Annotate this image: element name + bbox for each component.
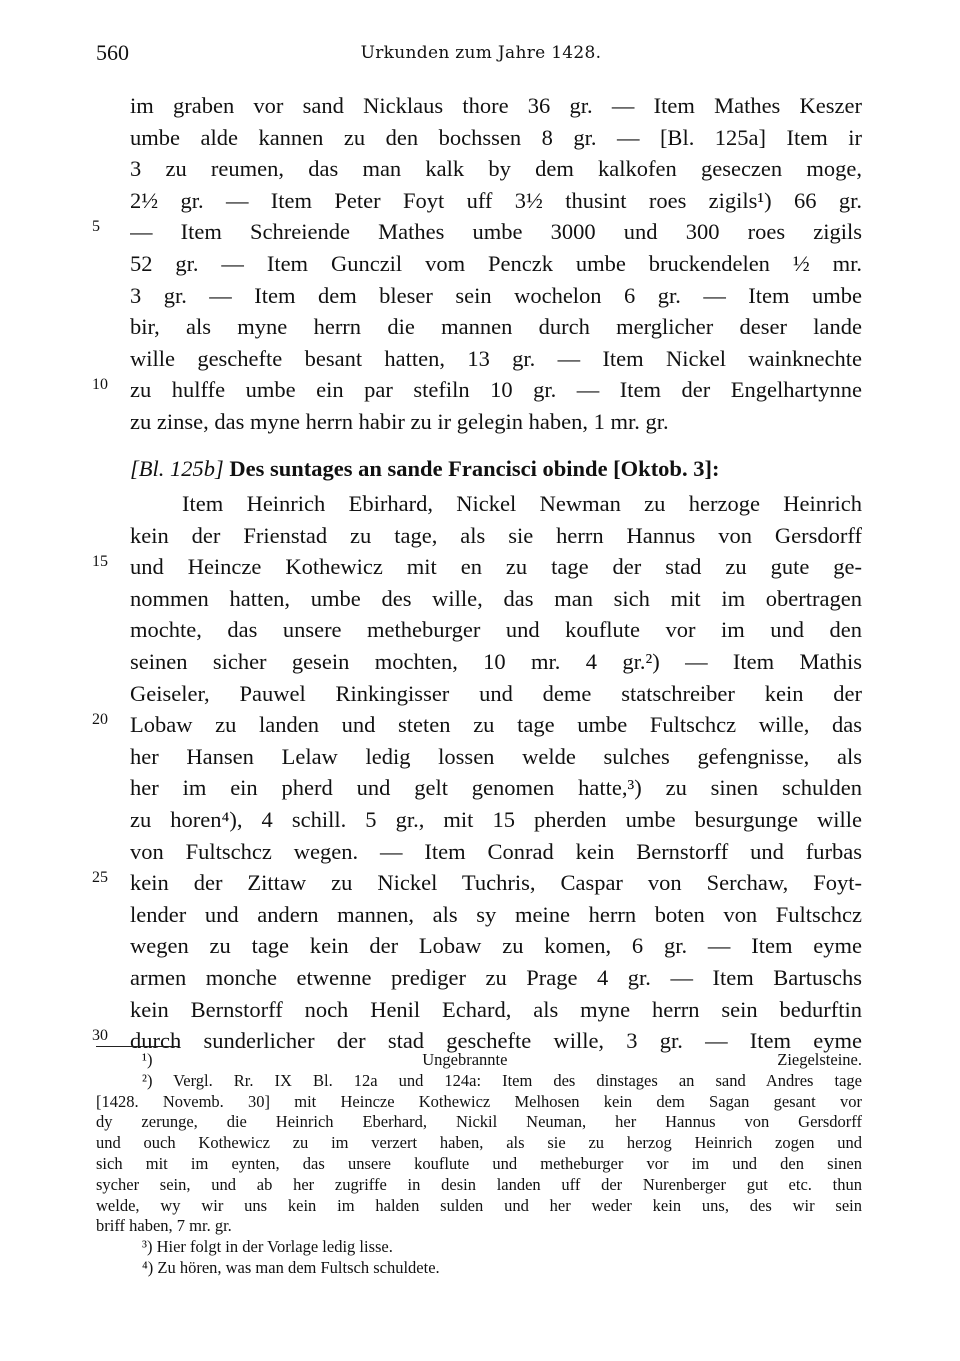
text-line: 3 zu reumen, das man kalk by dem kalkofen geseczen moge, [130,156,862,182]
text-line: zu hulffe umbe ein par stefiln 10 gr. — Item der Engelhartynne [130,377,862,403]
footnote-line: welde, wy wir uns kein im halden sulden und her weder kein uns, des wir sein [96,1195,862,1215]
line-number: 25 [92,869,108,886]
section-heading [130,452,862,486]
line-number: 20 [92,711,108,728]
text-line: kein der Zittaw zu Nickel Tuchris, Caspar von Serchaw, Foyt- [130,870,862,896]
text-line: kein der Frienstad zu tage, als sie herrn Hannus von Gersdorff [130,522,862,548]
text-line: nommen hatten, umbe des wille, das man sich mit im obertragen [130,585,862,611]
footnote-line: briff haben, 7 mr. gr. [96,1216,232,1236]
text-line: bir, als myne herrn die mannen durch merglicher deser lande [130,314,862,340]
text-line: seinen sicher gesein mochten, 10 mr. 4 gr.²) — Item Mathis [130,648,862,674]
text-line: 3 gr. — Item dem bleser sein wochelon 6 gr. — Item umbe [130,282,862,308]
footnote-line: ¹) Ungebrannte Ziegelsteine. [142,1050,862,1069]
line-number: 30 [92,1027,108,1044]
text-line: umbe alde kannen zu den bochssen 8 gr. — [Bl. 125a] Item ir [130,124,862,150]
footnote-line: sycher sein, und ab her zugriffe in desin landen uff der Nurenberger gut etc. thun [96,1174,862,1194]
text-line: von Fultschcz wegen. — Item Conrad kein Bernstorff und furbas [130,838,862,864]
text-line: im graben vor sand Nicklaus thore 36 gr. — Item Mathes Keszer [130,93,862,118]
footnote-line: ⁴) Zu hören, was man dem Fultsch schuldete. [142,1257,440,1277]
text-line: wille geschefte besant hatten, 13 gr. — Item Nickel wainknechte [130,345,862,371]
text-line: 52 gr. — Item Gunczil vom Penczk umbe bruckendelen ½ mr. [130,250,862,276]
paragraph-one [130,90,862,438]
footnote-line: sich mit im eynten, das unsere kouflute und metheburger vor im und den sinen [96,1153,862,1173]
footnote-rule [96,1046,178,1047]
footnote-line: und ouch Kothewicz zu im verzert haben, als sie zu herzog Heinrich zogen und [96,1133,862,1153]
text-line: zu horen⁴), 4 schill. 5 gr., mit 15 pherden umbe besurgunge wille [130,806,862,832]
text-line: 2½ gr. — Item Peter Foyt uff 3½ thusint roes zigils¹) 66 gr. [130,187,862,213]
text-line: Geiseler, Pauwel Rinkingisser und deme statschreiber kein der [130,680,862,706]
text-line: her Hansen Lelaw ledig lossen welde sulches gefengnisse, als [130,743,862,769]
text-line: und Heincze Kothewicz mit en zu tage der stad zu gute ge- [130,554,862,580]
section-title: Des suntages an sande Francisci obinde [Oktob. 3]: [229,456,720,481]
running-title: Urkunden zum Jahre 1428. [360,43,602,63]
text-line: lender und andern mannen, als sy meine herrn boten von Fultschcz [130,901,862,927]
text-line: her im ein pherd und gelt genomen hatte,³) zu sinen schulden [130,775,862,801]
footnote-line: ²) Vergl. Rr. IX Bl. 12a und 124a: Item des dinstages an sand Andres tage [142,1070,862,1090]
text-line: zu zinse, das myne herrn habir zu ir gelegin haben, 1 mr. gr. [130,408,669,434]
footnote-line: [1428. Novemb. 30] mit Heincze Kothewicz Melhosen kein dem Sagan gesant vor [96,1091,862,1111]
line-number: 15 [92,553,108,570]
text-line: durch sunderlicher der stad geschefte wille, 3 gr. — Item eyme [130,1028,862,1054]
line-number: 10 [92,376,108,393]
folio-reference: [Bl. 125b] [130,456,224,481]
page-number: 560 [96,40,129,65]
text-line: mochte, das unsere metheburger und kouflute vor im und den [130,617,862,643]
text-line: Lobaw zu landen und steten zu tage umbe Fultschcz wille, das [130,712,862,738]
text-line: Item Heinrich Ebirhard, Nickel Newman zu herzoge Heinrich [182,491,862,516]
text-line: kein Bernstorff noch Henil Echard, als myne herrn sein bedurftin [130,996,862,1022]
footnote-line: dy zerunge, die Heinrich Eberhard, Nickil Neuman, her Hannus von Gersdorff [96,1112,862,1132]
footnotes [96,1050,862,1279]
text-line: wegen zu tage kein der Lobaw zu komen, 6 gr. — Item eyme [130,933,862,959]
footnote-line: ³) Hier folgt in der Vorlage ledig lisse. [142,1237,393,1257]
text-line: armen monche etwenne prediger zu Prage 4 gr. — Item Bartuschs [130,964,862,990]
paragraph-two [130,488,862,1057]
page-header [96,40,866,74]
text-line: — Item Schreiende Mathes umbe 3000 und 300 roes zigils [130,219,862,245]
line-number: 5 [92,218,100,235]
